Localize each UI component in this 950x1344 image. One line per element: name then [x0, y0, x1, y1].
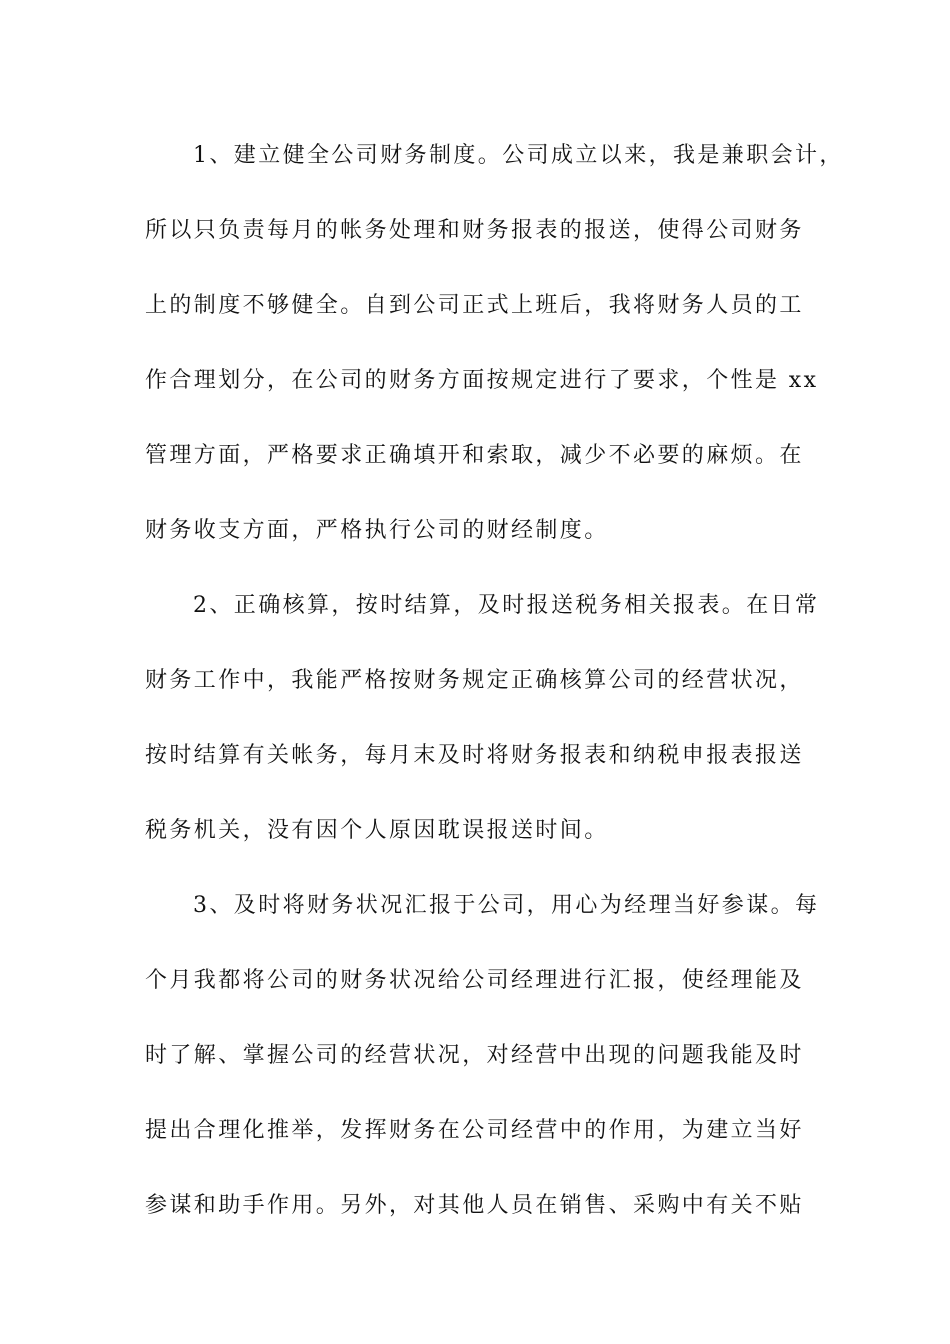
paragraph-line: 时了解、掌握公司的经营状况，对经营中出现的问题我能及时 [145, 1043, 804, 1068]
paragraph-line: 上的制度不够健全。自到公司正式上班后，我将财务人员的工 [145, 293, 804, 318]
document-body [145, 118, 844, 1243]
paragraph-line: 财务工作中，我能严格按财务规定正确核算公司的经营状况， [145, 668, 804, 693]
paragraph-line: 1、建立健全公司财务制度。公司成立以来，我是兼职会计， [193, 143, 844, 168]
paragraph-line: 所以只负责每月的帐务处理和财务报表的报送，使得公司财务 [145, 218, 804, 243]
paragraph-line: 税务机关，没有因个人原因耽误报送时间。 [145, 818, 609, 843]
paragraph-line: 个月我都将公司的财务状况给公司经理进行汇报，使经理能及 [145, 968, 804, 993]
paragraph-line: 提出合理化推举，发挥财务在公司经营中的作用，为建立当好 [145, 1118, 804, 1143]
paragraph-2 [145, 568, 820, 868]
paragraph-line: 2、正确核算，按时结算，及时报送税务相关报表。在日常 [193, 593, 820, 618]
paragraph-3 [145, 868, 820, 1243]
paragraph-line: 参谋和助手作用。另外，对其他人员在销售、采购中有关不贴 [145, 1193, 804, 1218]
paragraph-line: 按时结算有关帐务，每月末及时将财务报表和纳税申报表报送 [145, 743, 804, 768]
paragraph-line: 作合理划分，在公司的财务方面按规定进行了要求，个性是 xx [145, 368, 819, 393]
paragraph-line: 管理方面，严格要求正确填开和索取，减少不必要的麻烦。在 [145, 443, 804, 468]
paragraph-1 [145, 118, 844, 568]
paragraph-line: 财务收支方面，严格执行公司的财经制度。 [145, 518, 609, 543]
paragraph-line: 3、及时将财务状况汇报于公司，用心为经理当好参谋。每 [193, 893, 820, 918]
